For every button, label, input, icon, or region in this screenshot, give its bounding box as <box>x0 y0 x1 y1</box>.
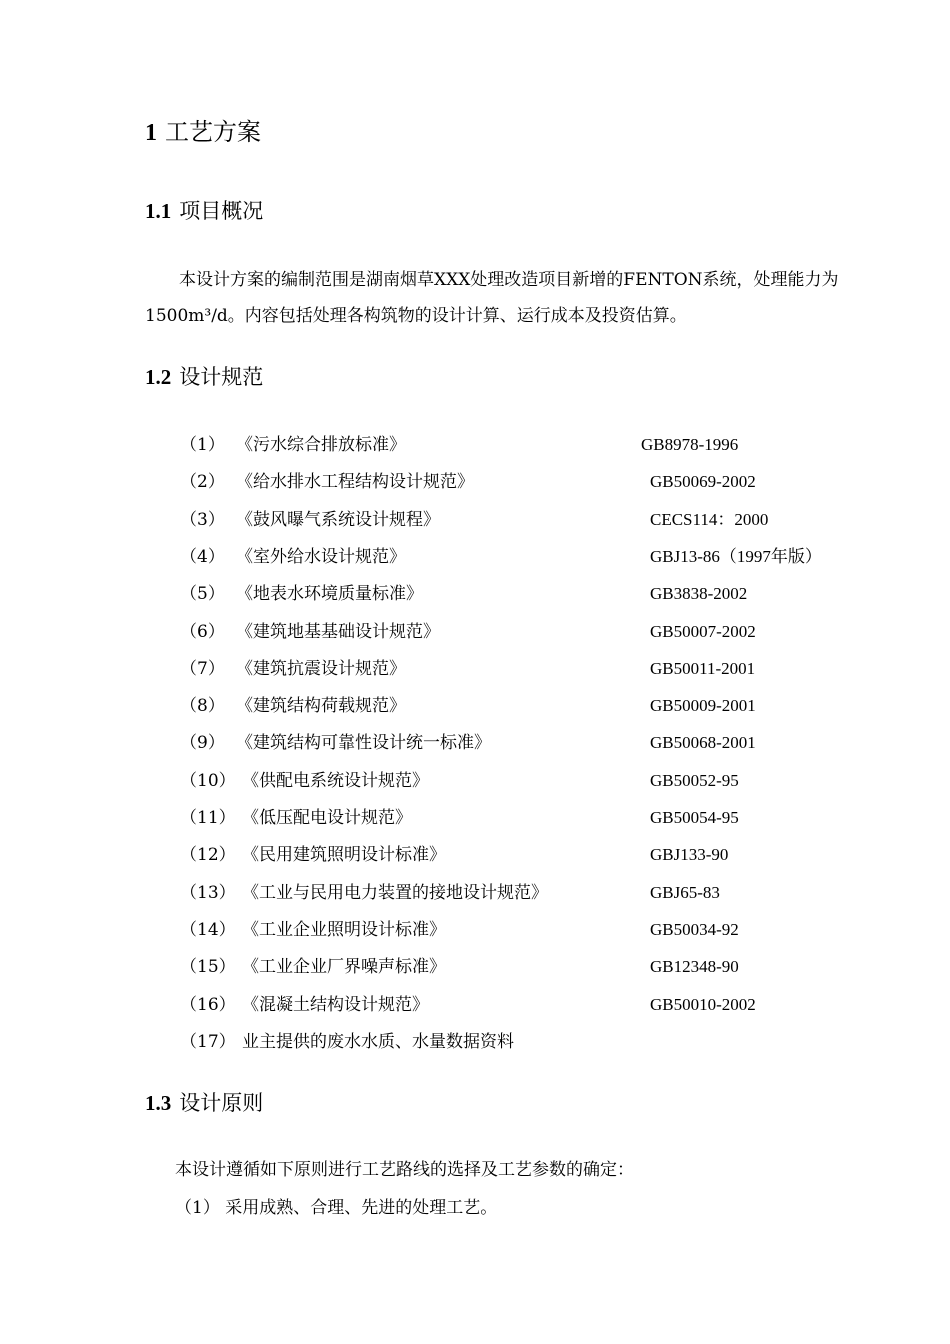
standard-index: （7） <box>180 659 225 679</box>
standard-row <box>180 618 880 646</box>
section-title: 设计规范 <box>179 365 264 389</box>
standard-index: （5） <box>180 584 225 604</box>
standard-title: 《建筑抗震设计规范》 <box>236 659 406 679</box>
standard-row <box>180 506 880 534</box>
standard-code: GB8978-1996 <box>641 435 739 454</box>
section-title: 工艺方案 <box>165 118 261 146</box>
standard-row <box>180 431 880 459</box>
principles-intro: 本设计遵循如下原则进行工艺路线的选择及工艺参数的确定： <box>175 1160 634 1180</box>
standard-row <box>180 916 880 944</box>
standard-code: GB12348-90 <box>650 957 739 976</box>
standard-index: （9） <box>180 733 225 753</box>
section-1-1-heading <box>145 196 263 226</box>
standard-row <box>180 580 880 608</box>
standard-title: 《工业企业厂界噪声标准》 <box>242 957 446 977</box>
standard-row <box>180 729 880 757</box>
standard-title: 《建筑结构荷载规范》 <box>236 696 406 716</box>
standard-title: 业主提供的废水水质、水量数据资料 <box>242 1032 514 1052</box>
standard-code: GBJ13-86（1997年版） <box>650 547 822 566</box>
standard-code: GB50034-92 <box>650 920 739 939</box>
standard-title: 《工业与民用电力装置的接地设计规范》 <box>242 883 548 903</box>
standard-index: （13） <box>180 883 236 903</box>
standard-index: （11） <box>180 808 236 828</box>
standard-title: 《混凝土结构设计规范》 <box>242 995 429 1015</box>
standard-code: GBJ133-90 <box>650 845 729 864</box>
standard-row <box>180 767 880 795</box>
section-title: 设计原则 <box>179 1091 264 1115</box>
standard-code: GB50009-2001 <box>650 696 756 715</box>
standard-index: （8） <box>180 696 225 716</box>
section-1-heading <box>145 116 261 149</box>
standard-row <box>180 692 880 720</box>
section-1-2-heading <box>145 362 263 392</box>
standard-row <box>180 804 880 832</box>
standard-title: 《工业企业照明设计标准》 <box>242 920 446 940</box>
standard-index: （14） <box>180 920 236 940</box>
section-title: 项目概况 <box>179 199 264 223</box>
standard-row <box>180 655 880 683</box>
standard-row <box>180 1028 880 1056</box>
standard-index: （6） <box>180 622 225 642</box>
standard-title: 《给水排水工程结构设计规范》 <box>236 472 474 492</box>
standard-code: GB3838-2002 <box>650 584 748 603</box>
standard-index: （2） <box>180 472 225 492</box>
standard-code: GBJ65-83 <box>650 883 720 902</box>
standard-title: 《低压配电设计规范》 <box>242 808 412 828</box>
standard-code: GB50011-2001 <box>650 659 756 678</box>
standard-row <box>180 879 880 907</box>
standard-title: 《民用建筑照明设计标准》 <box>242 845 446 865</box>
standard-index: （4） <box>180 547 225 567</box>
section-1-3-heading <box>145 1088 263 1118</box>
standard-code: GB50068-2001 <box>650 733 756 752</box>
standard-title: 《鼓风曝气系统设计规程》 <box>236 510 440 530</box>
standard-index: （10） <box>180 771 236 791</box>
standard-row <box>180 468 880 496</box>
standard-title: 《室外给水设计规范》 <box>236 547 406 567</box>
principle-item: （1） 采用成熟、合理、先进的处理工艺。 <box>175 1198 498 1218</box>
standard-title: 《地表水环境质量标准》 <box>236 584 423 604</box>
standard-index: （3） <box>180 510 225 530</box>
standard-row <box>180 991 880 1019</box>
standard-title: 《污水综合排放标准》 <box>236 435 406 455</box>
standard-title: 《建筑地基基础设计规范》 <box>236 622 440 642</box>
standard-index: （12） <box>180 845 236 865</box>
section-number: 1 <box>145 120 157 146</box>
standard-code: GB50052-95 <box>650 771 739 790</box>
standard-code: CECS114：2000 <box>650 510 769 529</box>
standard-index: （1） <box>180 435 225 455</box>
standard-code: GB50010-2002 <box>650 995 756 1014</box>
standard-row <box>180 841 880 869</box>
standard-title: 《供配电系统设计规范》 <box>242 771 429 791</box>
standard-code: GB50069-2002 <box>650 472 756 491</box>
standard-index: （16） <box>180 995 236 1015</box>
standard-code: GB50007-2002 <box>650 622 756 641</box>
standard-code: GB50054-95 <box>650 808 739 827</box>
standard-index: （17） <box>180 1032 236 1052</box>
section-number: 1.3 <box>145 1091 172 1115</box>
standard-index: （15） <box>180 957 236 977</box>
standard-row <box>180 543 880 571</box>
project-overview-paragraph: 本设计方案的编制范围是湖南烟草XXX处理改造项目新增的FENTON系统，处理能力为1500m³/d。内容包括处理各构筑物的设计计算、运行成本及投资估算。 <box>145 270 839 326</box>
standard-title: 《建筑结构可靠性设计统一标准》 <box>236 733 491 753</box>
section-number: 1.1 <box>145 199 172 223</box>
section-number: 1.2 <box>145 365 172 389</box>
standard-row <box>180 953 880 981</box>
